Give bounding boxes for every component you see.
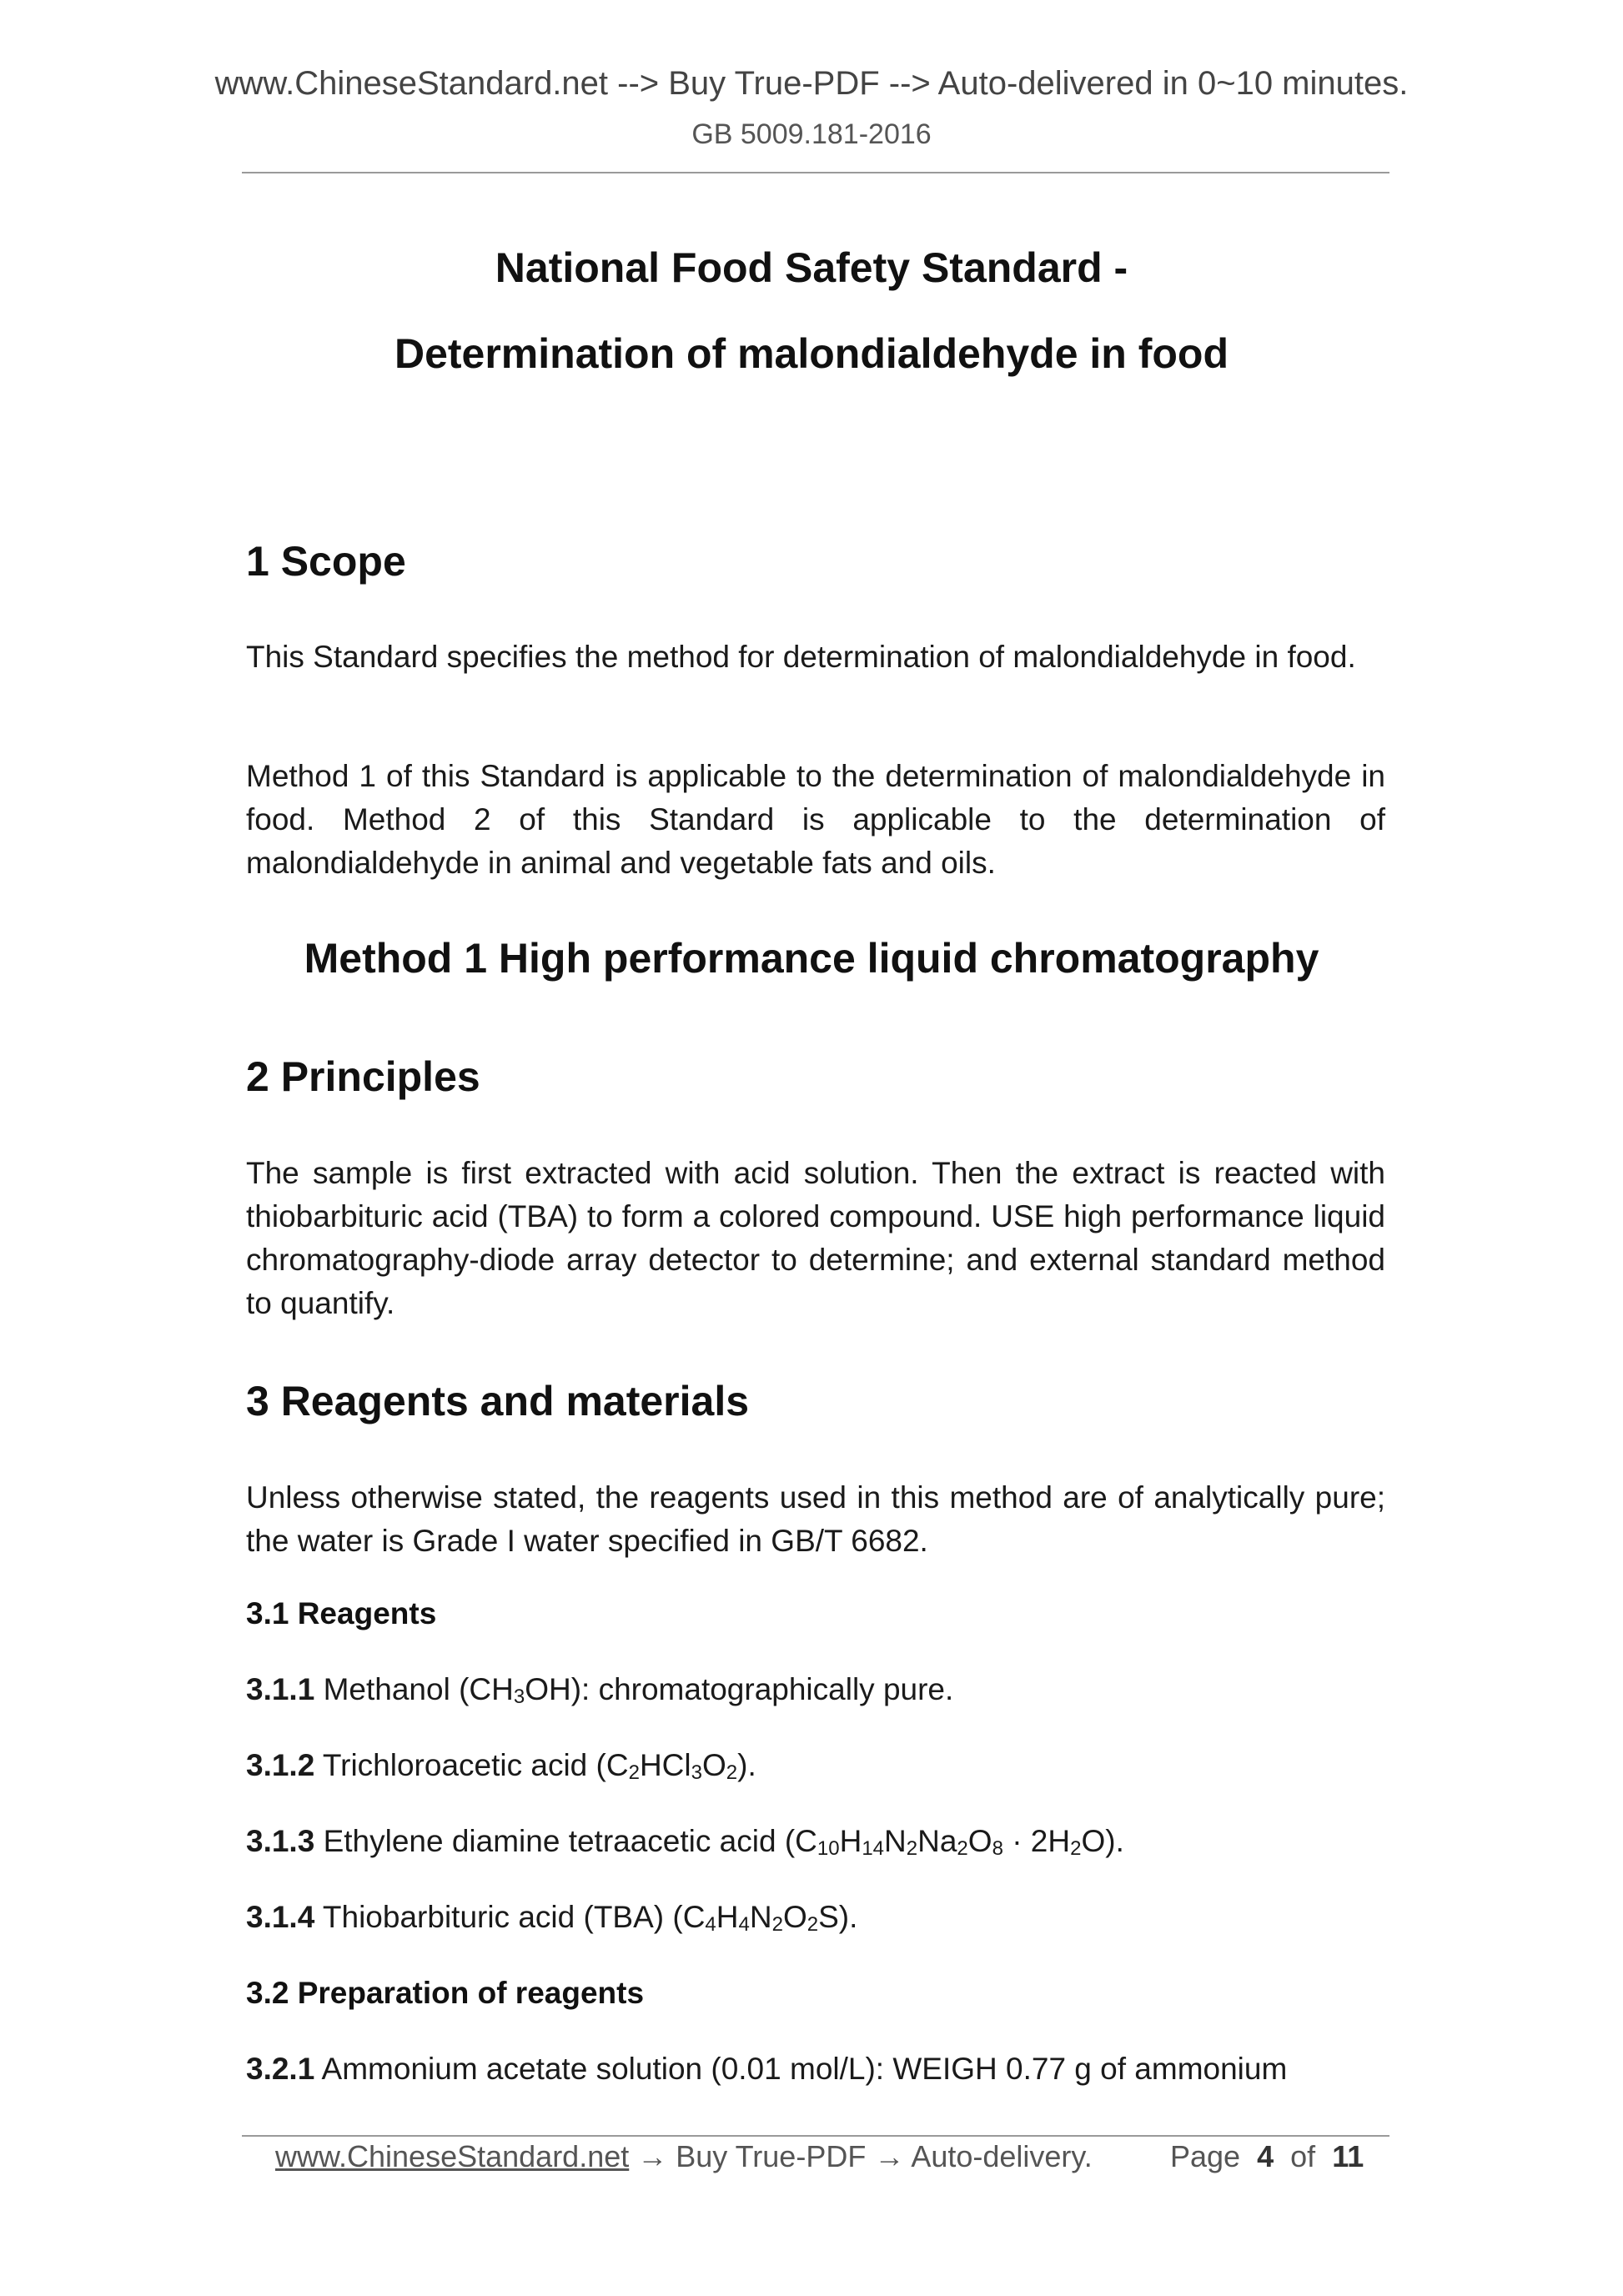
reagent-item-313: 3.1.3 Ethylene diamine tetraacetic acid $(C_{10}H_{14}N_2Na_2O_8 \cdot 2H_2O)$. <box>246 1824 1124 1860</box>
page-label: Page <box>1170 2139 1241 2173</box>
section-reagents-heading: 3 Reagents and materials <box>246 1378 750 1424</box>
item-number: 3.1.3 <box>246 1824 315 1858</box>
section-scope-heading: 1 Scope <box>246 538 406 585</box>
footer-site-link[interactable]: www.ChineseStandard.net <box>275 2139 630 2173</box>
reagent-item-314: 3.1.4 Thiobarbituric acid (TBA) $(C_4H_4N_2O_2S)$. <box>246 1900 858 1936</box>
page-total: 11 <box>1332 2139 1364 2173</box>
method1-heading: Method 1 High performance liquid chromatography <box>304 935 1319 982</box>
item-number: 3.2.1 <box>246 2052 315 2086</box>
footer-promo-text: → Buy True-PDF → Auto-delivery. <box>629 2139 1093 2173</box>
scope-paragraph-1: This Standard specifies the method for determination of malondialdehyde in food. <box>246 640 1356 674</box>
of-label: of <box>1290 2139 1316 2173</box>
item-text: Ammonium acetate solution (0.01 mol/L): WEIGH 0.77 g of ammonium <box>321 2052 1288 2086</box>
reagent-item-321 <box>246 2052 1385 2087</box>
item-number: 3.1.4 <box>246 1900 315 1934</box>
item-number: 3.1.1 <box>246 1672 315 1706</box>
footer-promo <box>275 2139 1093 2174</box>
header-line1: www.ChineseStandard.net --> Buy True-PDF --> Auto-delivered in 0~10 minutes. <box>214 65 1409 102</box>
header-standard-number: GB 5009.181-2016 <box>691 118 932 150</box>
section-principles-heading: 2 Principles <box>246 1053 480 1100</box>
principles-paragraph: The sample is first extracted with acid solution. Then the extract is reacted with thiobarbituric acid (TBA) to form a colored compound. USE high performance liquid chromatography-diode array detector to determine; and external standard method to quantify. <box>246 1156 1385 1320</box>
header-divider <box>242 172 1389 173</box>
page-number: 4 <box>1257 2139 1274 2173</box>
subsection-preparation-heading: 3.2 Preparation of reagents <box>246 1976 645 2010</box>
scope-paragraph-2: Method 1 of this Standard is applicable to the determination of malondialdehyde in food. Method 2 of this Standard is applicable to the determination of malondialdehyde in animal and vegetable fats and oils. <box>246 759 1385 880</box>
document-title-line1: National Food Safety Standard - <box>495 244 1128 291</box>
subsection-reagents-heading: 3.1 Reagents <box>246 1596 437 1630</box>
reagents-paragraph: Unless otherwise stated, the reagents used in this method are of analytically pure; the water is Grade I water specified in GB/T 6682. <box>246 1480 1385 1558</box>
item-number: 3.1.2 <box>246 1748 315 1782</box>
footer-page-indicator <box>1170 2139 1364 2174</box>
document-title-line2: Determination of malondialdehyde in food <box>394 330 1229 377</box>
reagent-item-311: 3.1.1 Methanol $(CH_3OH)$: chromatographically pure. <box>246 1672 954 1708</box>
footer-divider <box>242 2135 1389 2137</box>
reagent-item-312: 3.1.2 Trichloroacetic acid $(C_2HCl_3O_2)$. <box>246 1748 756 1784</box>
